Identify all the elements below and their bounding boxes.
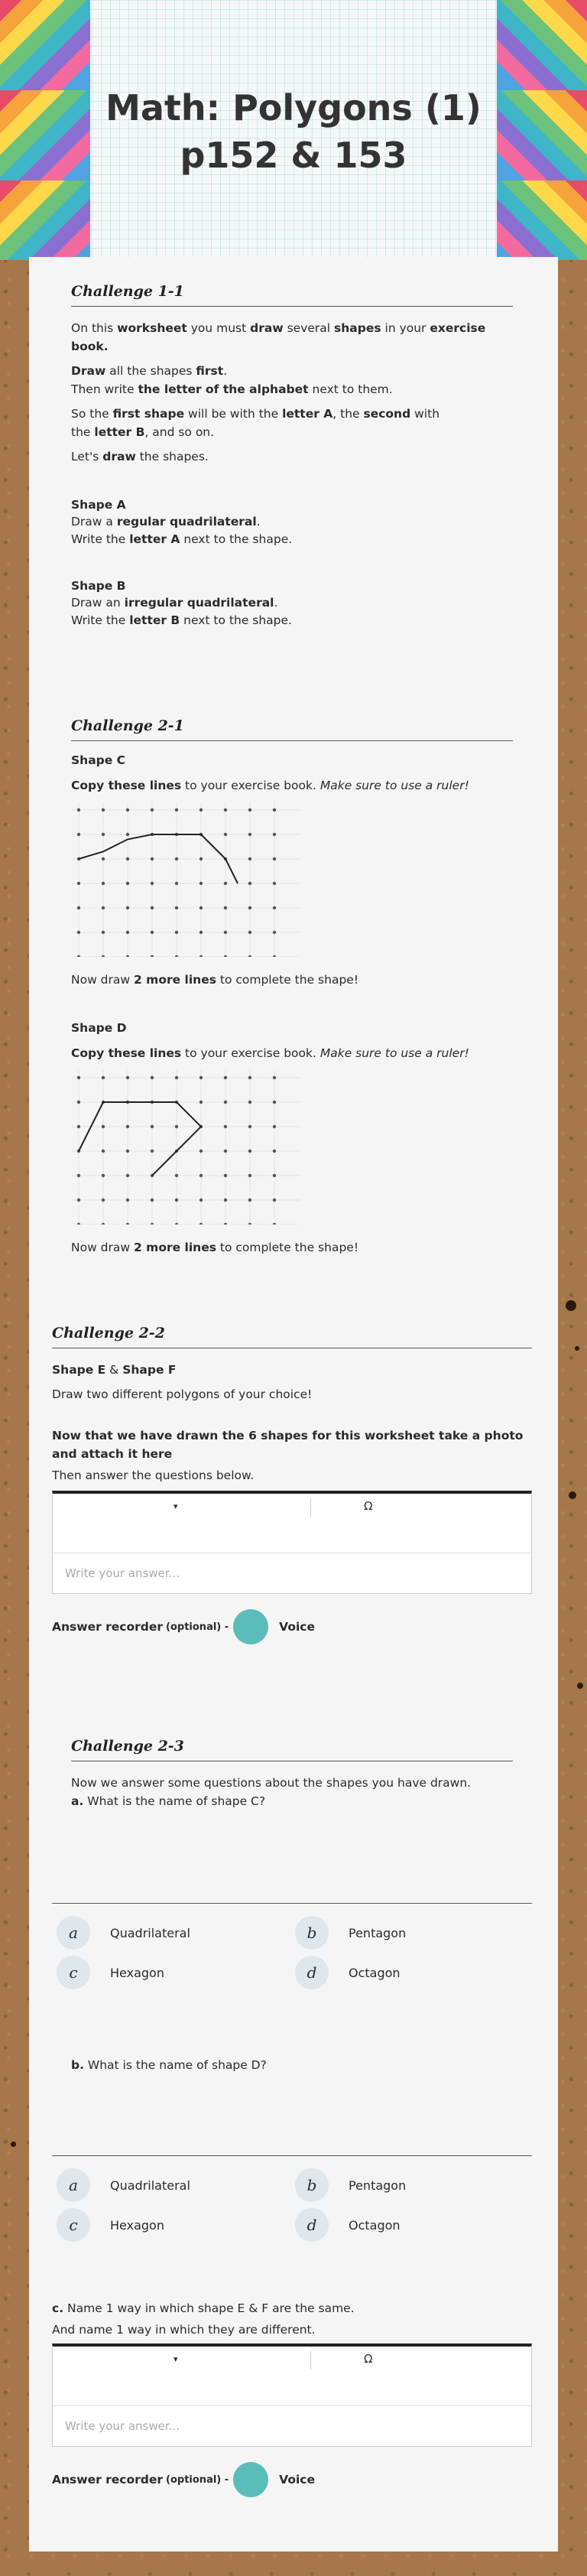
grid-dot [248, 833, 251, 836]
grid-dot [248, 1101, 251, 1104]
grid-dot [199, 1101, 203, 1104]
grid-dot [273, 882, 276, 885]
chevron-pattern-left [0, 0, 90, 260]
grid-dot [248, 931, 251, 934]
shape-a-desc: Draw a regular quadrilateral. Write the letter A next to the shape. [71, 515, 293, 546]
choice-b[interactable]: b Pentagon [295, 1916, 406, 1950]
shape-a-title: Shape A [71, 498, 126, 512]
grid-dot [126, 1125, 129, 1128]
challenge-2-1 [71, 717, 513, 1263]
grid-dot [273, 833, 276, 836]
intro-text: On this worksheet you must draw several shapes in your exercise book. [71, 321, 486, 353]
grid-dot [77, 1125, 80, 1128]
grid-dot [151, 1150, 154, 1153]
grid-dot [77, 955, 80, 957]
grid-dot [273, 1174, 276, 1177]
question-c-2: And name 1 way in which they are different. [52, 2323, 316, 2337]
grid-dot [102, 931, 105, 934]
grid-dot [151, 1223, 154, 1225]
choice-d[interactable]: d Octagon [295, 1956, 401, 1989]
choice-c[interactable]: c Hexagon [57, 2208, 164, 2242]
answer-recorder [52, 2462, 532, 2497]
grid-dot [224, 1223, 227, 1225]
challenge-title: Challenge 2-1 [71, 717, 513, 741]
instructions-text-2: So the first shape will be with the letter A, the second with the letter B, and so on. [71, 407, 440, 439]
recorder-label: Answer recorder [52, 2473, 164, 2487]
special-character-icon[interactable]: Ω [364, 2352, 373, 2366]
grid-dot [102, 1076, 105, 1079]
grid-dot [175, 857, 178, 860]
grid-dot [77, 931, 80, 934]
grid-dot [199, 1223, 203, 1225]
grid-dot [199, 882, 203, 885]
answer-recorder [52, 1609, 532, 1644]
grid-dot [273, 808, 276, 812]
grid-dot [224, 1150, 227, 1153]
special-character-icon[interactable]: Ω [364, 1499, 373, 1513]
grid-dot [248, 1174, 251, 1177]
recorder-optional: (optional) - [166, 2474, 229, 2486]
grid-dot [151, 857, 154, 860]
grid-dot [224, 906, 227, 909]
grid-dot [151, 955, 154, 957]
grid-dot [224, 808, 227, 812]
choice-list [52, 1903, 532, 1995]
grid-dot [151, 808, 154, 812]
shape-a-block [71, 498, 513, 548]
grid-dot [273, 1076, 276, 1079]
grid-dot [273, 1125, 276, 1128]
grid-dot [224, 931, 227, 934]
shape-d-dot-grid [71, 1070, 300, 1225]
worksheet-card [29, 257, 558, 2552]
grid-dot [224, 882, 227, 885]
grid-dot [224, 1174, 227, 1177]
voice-label: Voice [279, 2473, 315, 2487]
challenge-2-3 [71, 1738, 513, 1817]
grid-dot [175, 955, 178, 957]
instructions-text: Draw all the shapes first. Then write the letter of the alphabet next to them. [71, 364, 393, 396]
challenge-1-1 [71, 283, 513, 629]
editor-toolbar [53, 2347, 531, 2406]
grid-dot [199, 1174, 203, 1177]
shape-d-lines [79, 1102, 201, 1176]
grid-dot [126, 955, 129, 957]
recorder-label: Answer recorder [52, 1620, 164, 1634]
paint-splat [575, 1346, 579, 1351]
choice-list [52, 2155, 532, 2247]
shape-ef-title: Shape E & Shape F [52, 1363, 177, 1377]
question-b-block [71, 2056, 513, 2080]
grid-dot [102, 1174, 105, 1177]
shape-d-copy-text: Copy these lines to your exercise book. Make sure to use a ruler! [71, 1046, 469, 1060]
grid-dot [77, 1076, 80, 1079]
grid-dot [102, 808, 105, 812]
grid-dot [102, 906, 105, 909]
c23-intro: Now we answer some questions about the shapes you have drawn. [71, 1776, 472, 1790]
grid-dot [273, 906, 276, 909]
voice-record-button[interactable] [233, 1609, 268, 1644]
grid-dot [126, 1174, 129, 1177]
grid-dot [273, 1199, 276, 1202]
grid-dot [273, 931, 276, 934]
grid-dot [102, 1223, 105, 1225]
grid-dot [126, 833, 129, 836]
grid-dot [102, 1125, 105, 1128]
grid-dot [102, 833, 105, 836]
choice-b[interactable]: b Pentagon [295, 2168, 406, 2202]
grid-dot [175, 1199, 178, 1202]
grid-dot [175, 1076, 178, 1079]
grid-dot [224, 833, 227, 836]
challenge-title: Challenge 2-2 [52, 1325, 532, 1348]
grid-dot [175, 931, 178, 934]
grid-dot [199, 1076, 203, 1079]
choice-c[interactable]: c Hexagon [57, 1956, 164, 1989]
shape-b-title: Shape B [71, 579, 126, 593]
paint-splat [569, 1491, 576, 1499]
answer-input[interactable] [53, 1553, 531, 1593]
grid-dot [199, 857, 203, 860]
grid-dot [77, 906, 80, 909]
question-c-block [52, 2299, 532, 2497]
dropdown-arrow-icon[interactable]: ▾ [174, 1501, 178, 1511]
challenge-title: Challenge 2-3 [71, 1738, 513, 1761]
grid-dot [175, 1125, 178, 1128]
grid-dot [126, 931, 129, 934]
answer-box [52, 1491, 532, 1594]
grid-dot [248, 808, 251, 812]
choices-question-a [52, 1903, 532, 1995]
grid-dot [199, 955, 203, 957]
shape-b-desc: Draw an irregular quadrilateral. Write the letter B next to the shape. [71, 596, 292, 627]
grid-dot [248, 955, 251, 957]
grid-dot [248, 1076, 251, 1079]
editor-toolbar [53, 1494, 531, 1553]
grid-dot [151, 906, 154, 909]
grid-dot [199, 931, 203, 934]
lets-draw-text: Let's draw the shapes. [71, 450, 209, 463]
then-text: Then answer the questions below. [52, 1469, 255, 1482]
voice-record-button[interactable] [233, 2462, 268, 2497]
header-banner [0, 0, 587, 260]
choice-d[interactable]: d Octagon [295, 2208, 401, 2242]
grid-dot [102, 857, 105, 860]
choice-a[interactable]: a Quadrilateral [57, 1916, 190, 1950]
grid-dot [126, 808, 129, 812]
grid-dot [175, 1174, 178, 1177]
grid-dot [248, 882, 251, 885]
paint-splat [11, 2142, 16, 2147]
grid-dot [273, 857, 276, 860]
grid-dot [175, 808, 178, 812]
shape-c-after-text: Now draw 2 more lines to complete the shape! [71, 973, 359, 987]
grid-dot [77, 808, 80, 812]
dropdown-arrow-icon[interactable]: ▾ [174, 2354, 178, 2364]
grid-dot [151, 931, 154, 934]
grid-dot [248, 857, 251, 860]
shape-d-after-text: Now draw 2 more lines to complete the shape! [71, 1241, 359, 1254]
grid-dot [102, 1150, 105, 1153]
grid-dot [151, 1125, 154, 1128]
grid-dot [175, 882, 178, 885]
grid-dot [126, 906, 129, 909]
grid-dot [273, 955, 276, 957]
toolbar-divider [310, 1498, 311, 1517]
grid-dot [102, 882, 105, 885]
recorder-optional: (optional) - [166, 1621, 229, 1633]
grid-dot [126, 1150, 129, 1153]
grid-dot [248, 1199, 251, 1202]
grid-dot [175, 1223, 178, 1225]
grid-dot [248, 906, 251, 909]
grid-dot [199, 1199, 203, 1202]
grid-dot [199, 906, 203, 909]
answer-box [52, 2343, 532, 2447]
shape-d-title: Shape D [71, 1021, 127, 1035]
grid-dot [248, 1150, 251, 1153]
grid-dot [151, 1199, 154, 1202]
grid-dot [224, 1101, 227, 1104]
answer-input[interactable] [53, 2406, 531, 2446]
grid-dot [77, 833, 80, 836]
paint-splat [577, 1683, 583, 1689]
grid-dot [102, 955, 105, 957]
shape-c-copy-text: Copy these lines to your exercise book. Make sure to use a ruler! [71, 779, 469, 792]
photo-instructions: Now that we have drawn the 6 shapes for this worksheet take a photo and attach it here [52, 1429, 524, 1461]
page-title: Math: Polygons (1) p152 & 153 [105, 87, 482, 176]
paint-splat [566, 1300, 576, 1311]
grid-dot [126, 1076, 129, 1079]
voice-label: Voice [279, 1620, 315, 1634]
shape-ef-desc: Draw two different polygons of your choice! [52, 1387, 313, 1401]
grid-dot [126, 857, 129, 860]
shape-d-block [71, 1021, 513, 1257]
choice-a[interactable]: a Quadrilateral [57, 2168, 190, 2202]
grid-dot [273, 1223, 276, 1225]
grid-dot [224, 1199, 227, 1202]
grid-dot [77, 1101, 80, 1104]
grid-dot [175, 906, 178, 909]
grid-dot [273, 1150, 276, 1153]
choices-question-b [52, 2155, 532, 2247]
challenge-title: Challenge 1-1 [71, 283, 513, 307]
shape-b-block [71, 579, 513, 629]
question-b: b. What is the name of shape D? [71, 2058, 267, 2072]
challenge-2-2 [52, 1325, 532, 1644]
chevron-pattern-right [497, 0, 587, 260]
grid-dot [224, 1076, 227, 1079]
grid-dot [151, 1076, 154, 1079]
grid-dot [273, 1101, 276, 1104]
grid-dot [199, 1150, 203, 1153]
grid-dot [77, 1199, 80, 1202]
grid-dot [224, 1125, 227, 1128]
grid-dot [126, 882, 129, 885]
grid-dot [248, 1223, 251, 1225]
shape-c-title: Shape C [71, 753, 126, 767]
grid-dot [248, 1125, 251, 1128]
grid-dot [77, 1223, 80, 1225]
grid-dot [224, 955, 227, 957]
grid-dot [77, 882, 80, 885]
grid-dot [126, 1199, 129, 1202]
toolbar-divider [310, 2351, 311, 2369]
grid-dot [77, 1174, 80, 1177]
question-c: c. Name 1 way in which shape E & F are the same. [52, 2301, 355, 2315]
shape-c-dot-grid [71, 802, 300, 957]
grid-dot [151, 882, 154, 885]
grid-dot [102, 1199, 105, 1202]
question-a: a. What is the name of shape C? [71, 1794, 266, 1808]
grid-dot [199, 808, 203, 812]
grid-dot [126, 1223, 129, 1225]
